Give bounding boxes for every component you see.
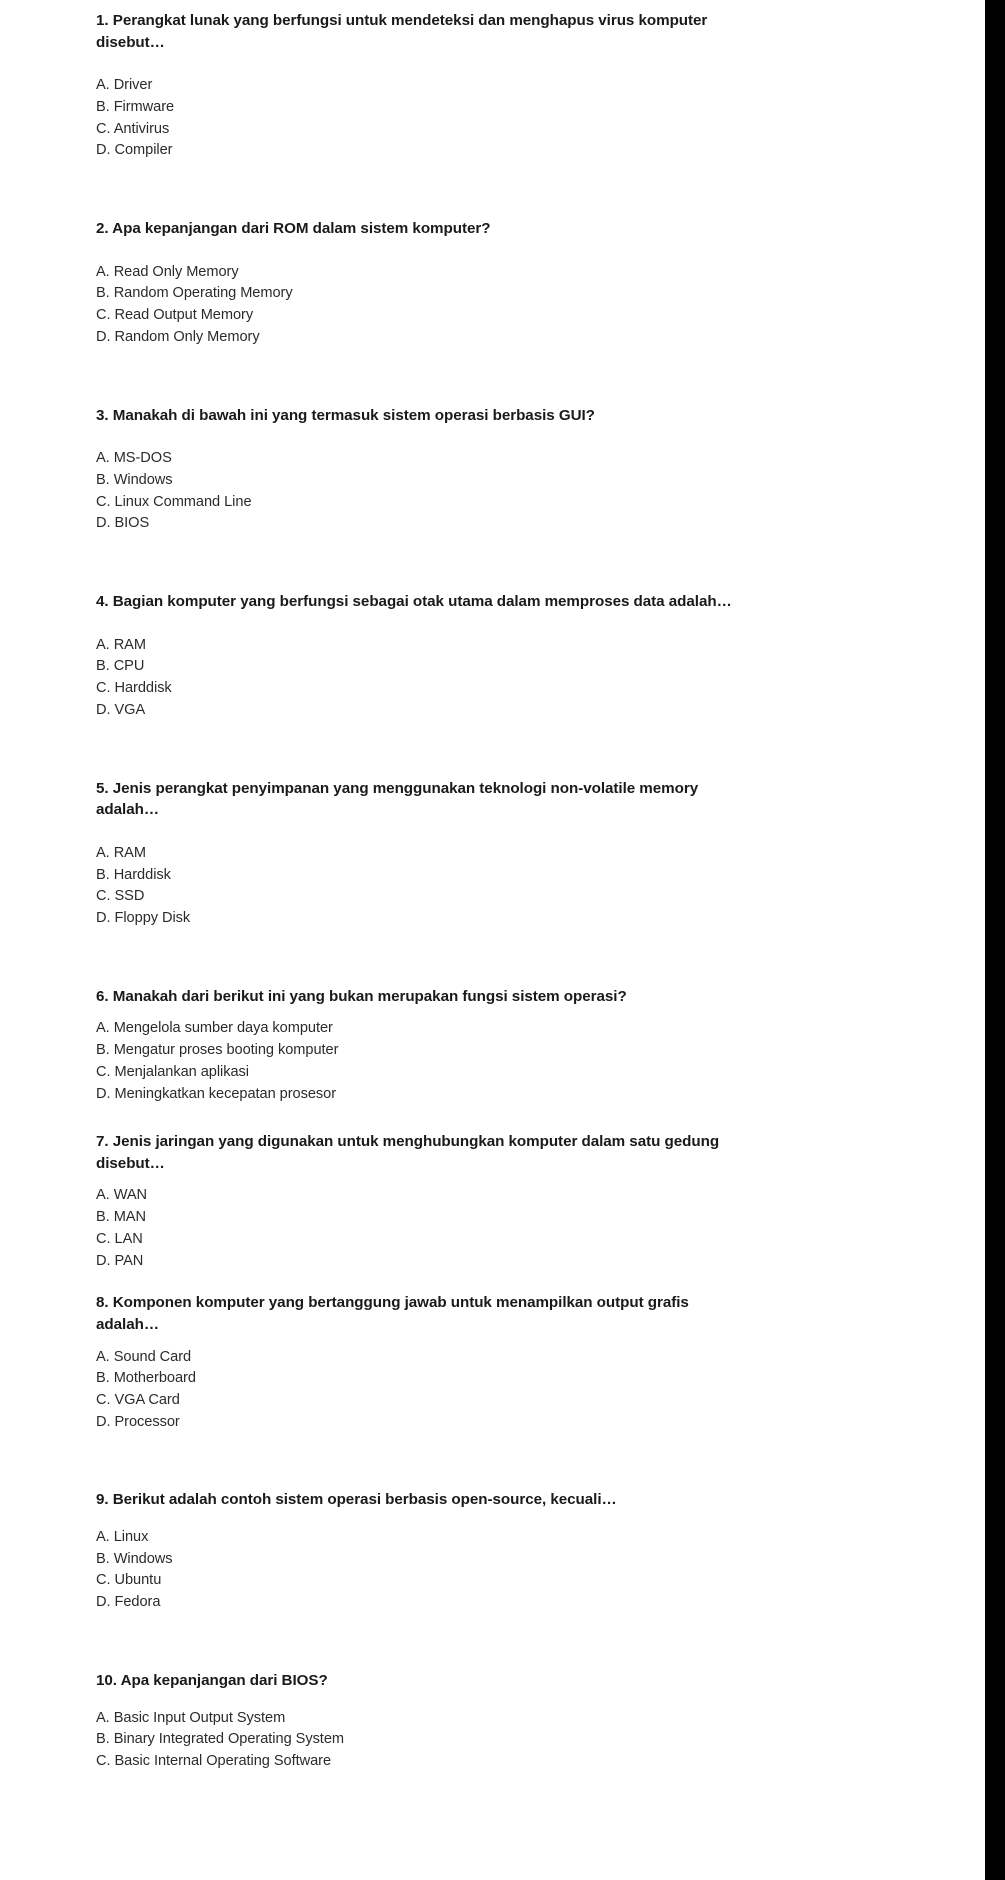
question-block-6 <box>96 986 945 1106</box>
option-item[interactable]: A. Sound Card <box>96 1348 192 1365</box>
question-block-3 <box>96 405 945 536</box>
question-block-5 <box>96 778 945 930</box>
question-text-1: 1. Perangkat lunak yang berfungsi untuk mendeteksi dan menghapus virus komputer disebut… <box>96 12 708 51</box>
option-item[interactable]: A. MS-DOS <box>96 450 172 467</box>
option-item[interactable]: B. MAN <box>96 1209 146 1226</box>
option-item[interactable]: D. PAN <box>96 1252 144 1269</box>
option-item[interactable]: C. Menjalankan aplikasi <box>96 1063 249 1080</box>
option-item[interactable]: D. Fedora <box>96 1594 161 1611</box>
option-item[interactable]: D. Processor <box>96 1413 180 1430</box>
question-text-5: 5. Jenis perangkat penyimpanan yang menggunakan teknologi non-volatile memory adalah… <box>96 779 699 819</box>
question-block-1 <box>96 10 945 162</box>
option-item[interactable]: D. VGA <box>96 701 146 718</box>
option-item[interactable]: D. Floppy Disk <box>96 910 191 926</box>
option-item[interactable]: B. Binary Integrated Operating System <box>96 1731 344 1748</box>
option-item[interactable]: A. Basic Input Output System <box>96 1709 286 1726</box>
options-list-3 <box>96 448 945 535</box>
options-list-7 <box>96 1185 945 1272</box>
options-list-4 <box>96 635 945 722</box>
option-item[interactable]: A. RAM <box>96 636 146 653</box>
question-block-2 <box>96 218 945 349</box>
option-item[interactable]: B. Windows <box>96 471 173 488</box>
option-item[interactable]: C. Ubuntu <box>96 1572 162 1589</box>
question-text-10: 10. Apa kepanjangan dari BIOS? <box>96 1671 328 1689</box>
option-item[interactable]: B. Motherboard <box>96 1370 196 1387</box>
question-text-3: 3. Manakah di bawah ini yang termasuk sistem operasi berbasis GUI? <box>96 406 595 424</box>
question-text-4: 4. Bagian komputer yang berfungsi sebagai otak utama dalam memproses data adalah… <box>96 593 732 611</box>
option-item[interactable]: A. Mengelola sumber daya komputer <box>96 1020 333 1037</box>
options-list-6 <box>96 1018 945 1105</box>
option-item[interactable]: B. Mengatur proses booting komputer <box>96 1042 339 1059</box>
option-item[interactable]: D. BIOS <box>96 515 150 532</box>
option-item[interactable]: B. Firmware <box>96 98 175 115</box>
option-item[interactable]: C. SSD <box>96 888 145 905</box>
options-list-10 <box>96 1708 945 1773</box>
question-block-9 <box>96 1489 945 1614</box>
options-list-8 <box>96 1347 945 1434</box>
question-block-10 <box>96 1670 945 1773</box>
option-item[interactable]: A. WAN <box>96 1187 148 1204</box>
question-text-7: 7. Jenis jaringan yang digunakan untuk menghubungkan komputer dalam satu gedung disebut… <box>96 1133 720 1172</box>
option-item[interactable]: A. Linux <box>96 1529 149 1546</box>
option-item[interactable]: C. Antivirus <box>96 120 170 137</box>
option-item[interactable]: C. Harddisk <box>96 680 172 697</box>
option-item[interactable]: C. Linux Command Line <box>96 493 252 510</box>
option-item[interactable]: C. VGA Card <box>96 1391 180 1408</box>
option-item[interactable]: D. Meningkatkan kecepatan prosesor <box>96 1085 337 1102</box>
option-item[interactable]: D. Compiler <box>96 142 173 159</box>
options-list-5 <box>96 843 945 930</box>
option-item[interactable]: B. Windows <box>96 1550 173 1567</box>
option-item[interactable]: B. Harddisk <box>96 866 171 883</box>
question-text-2: 2. Apa kepanjangan dari ROM dalam sistem komputer? <box>96 220 491 238</box>
option-item[interactable]: C. LAN <box>96 1230 143 1247</box>
option-item[interactable]: D. Random Only Memory <box>96 328 260 345</box>
question-block-4 <box>96 591 945 722</box>
option-item[interactable]: B. Random Operating Memory <box>96 285 293 302</box>
scrollbar-gutter[interactable] <box>985 0 1005 1880</box>
option-item[interactable]: B. CPU <box>96 658 145 675</box>
question-block-8 <box>96 1292 945 1433</box>
options-list-9 <box>96 1527 945 1614</box>
options-list-1 <box>96 75 945 162</box>
options-list-2 <box>96 262 945 349</box>
question-block-7 <box>96 1131 945 1272</box>
question-text-6: 6. Manakah dari berikut ini yang bukan merupakan fungsi sistem operasi? <box>96 987 627 1005</box>
option-item[interactable]: A. Read Only Memory <box>96 263 239 280</box>
question-text-9: 9. Berikut adalah contoh sistem operasi berbasis open-source, kecuali… <box>96 1491 617 1509</box>
question-text-8: 8. Komponen komputer yang bertanggung jawab untuk menampilkan output grafis adalah… <box>96 1294 689 1333</box>
option-item[interactable]: A. RAM <box>96 844 146 861</box>
option-item[interactable]: C. Read Output Memory <box>96 307 254 324</box>
option-item[interactable]: A. Driver <box>96 77 153 94</box>
option-item[interactable]: C. Basic Internal Operating Software <box>96 1753 332 1769</box>
